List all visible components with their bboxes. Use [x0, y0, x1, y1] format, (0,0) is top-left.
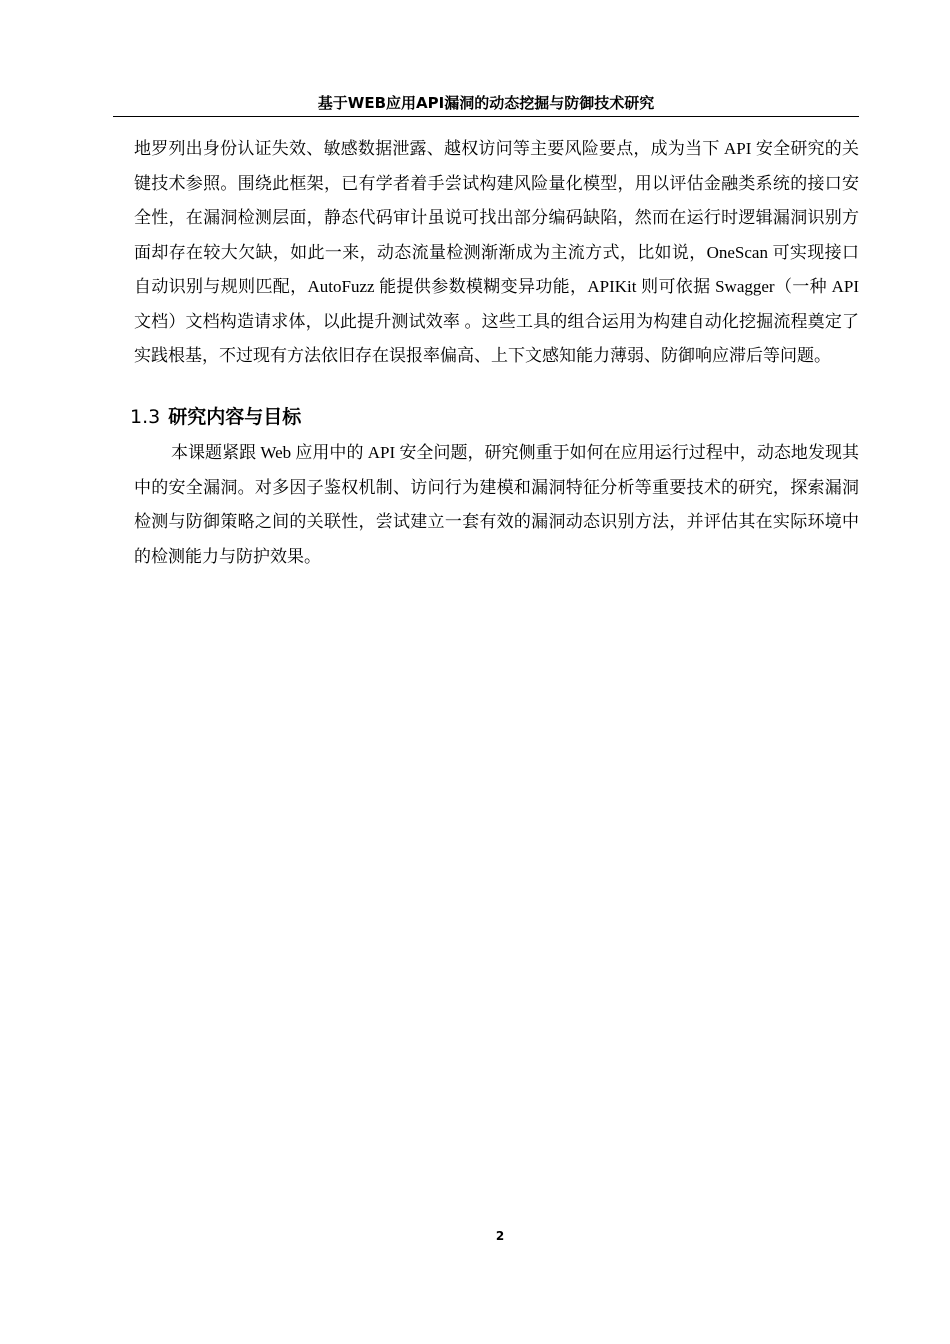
- body-paragraph-1: 地罗列出身份认证失效、敏感数据泄露、越权访问等主要风险要点，成为当下 API 安全研究的关键技术参照。围绕此框架，已有学者着手尝试构建风险量化模型，用以评估金融类系统的接口安全性，在漏洞检测层面，静态代码审计虽说可找出部分编码缺陷，然而在运行时逻辑漏洞识别方面却存在较大欠缺，如此一来，动态流量检测渐渐成为主流方式，比如说，OneScan 可实现接口自动识别与规则匹配，AutoFuzz 能提供参数模糊变异功能，APIKit 则可依据 Swagger（一种 API 文档）文档构造请求体，以此提升测试效率 。这些工具的组合运用为构建自动化挖掘流程奠定了实践根基，不过现有方法依旧存在误报率偏高、上下文感知能力薄弱、防御响应滞后等问题。: [134, 139, 859, 365]
- running-header-title: 基于WEB应用API漏洞的动态挖掘与防御技术研究: [317, 94, 655, 112]
- body-paragraph-2: 本课题紧跟 Web 应用中的 API 安全问题，研究侧重于如何在应用运行过程中，动态地发现其中的安全漏洞。对多因子鉴权机制、访问行为建模和漏洞特征分析等重要技术的研究，探索漏洞检测与防御策略之间的关联性，尝试建立一套有效的漏洞动态识别方法，并评估其在实际环境中的检测能力与防护效果。: [134, 443, 859, 566]
- page-number: 2: [495, 1229, 505, 1243]
- running-header: [113, 90, 859, 117]
- section-title: 研究内容与目标: [168, 406, 302, 428]
- section-number: 1.3: [130, 406, 161, 428]
- section-heading: [130, 402, 301, 432]
